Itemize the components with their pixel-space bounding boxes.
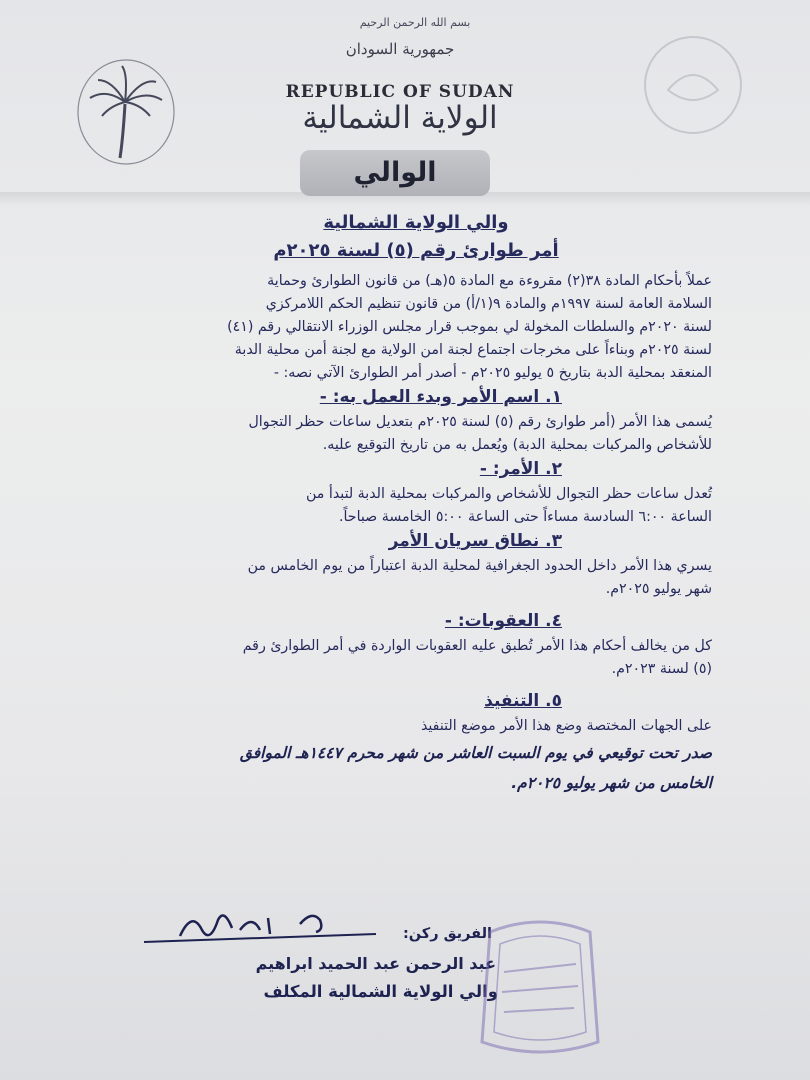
office-box: الوالي — [300, 150, 490, 196]
palm-tree-emblem-icon — [76, 58, 176, 166]
section-line: يسري هذا الأمر داخل الحدود الجغرافية لمحلية الدبة اعتباراً من يوم الخامس من — [247, 558, 712, 574]
order-title: أمر طوارئ رقم (٥) لسنة ٢٠٢٥م — [273, 240, 559, 261]
basmala: بسم الله الرحمن الرحيم — [359, 16, 471, 29]
section-2-body — [120, 483, 712, 529]
watermark-seal-icon — [638, 30, 748, 140]
letterhead — [0, 0, 810, 200]
preamble-line: المنعقد بمحلية الدبة بتاريخ ٥ يوليو ٢٠٢٥م - أصدر أمر الطوارئ الآتي نصه: - — [273, 365, 712, 381]
section-1-title: ١. اسم الأمر وبدء العمل به: - — [319, 387, 562, 407]
signing-line: صدر تحت توقيعي في يوم السبت العاشر من شهر محرم ١٤٤٧هـ الموافق — [239, 744, 712, 762]
state-name: الولاية الشمالية — [302, 100, 498, 136]
section-3-title: ٣. نطاق سريان الأمر — [388, 531, 562, 551]
section-line: (٥) لسنة ٢٠٢٣م. — [611, 661, 712, 677]
section-line: الساعة ٦:٠٠ السادسة مساءاً حتى الساعة ٥:٠٠ الخامسة صباحاً. — [338, 509, 712, 525]
preamble — [120, 270, 712, 385]
section-line: كل من يخالف أحكام هذا الأمر تُطبق عليه العقوبات الواردة في أمر الطوارئ رقم — [242, 638, 712, 654]
official-stamp-icon — [470, 912, 610, 1062]
republic-name-arabic: جمهورية السودان — [345, 40, 455, 58]
signatory-name: عبد الرحمن عبد الحميد ابراهيم — [255, 954, 496, 973]
section-4-body — [120, 635, 712, 681]
section-line: للأشخاص والمركبات بمحلية الدبة) ويُعمل به من تاريخ التوقيع عليه. — [322, 437, 712, 453]
signing-line: الخامس من شهر يوليو ٢٠٢٥م. — [511, 774, 712, 792]
order-body — [120, 210, 712, 798]
signatory-rank: الفريق ركن: — [402, 926, 492, 942]
handwritten-signature-icon — [140, 900, 380, 950]
section-line: تُعدل ساعات حظر التجوال للأشخاص والمركبات بمحلية الدبة لتبدأ من — [305, 486, 712, 502]
signing-statement — [120, 738, 712, 798]
preamble-line: عملاً بأحكام المادة ٣٨(٢) مقروءة مع المادة ٥(هـ) من قانون الطوارئ وحماية — [267, 273, 712, 289]
section-line: يُسمى هذا الأمر (أمر طوارئ رقم (٥) لسنة ٢٠٢٥م بتعديل ساعات حظر التجوال — [248, 414, 712, 430]
section-1-body — [120, 411, 712, 457]
section-5-title: ٥. التنفيذ — [484, 691, 562, 711]
preamble-line: السلامة العامة لسنة ١٩٩٧م والمادة ٩(١/أ) من قانون تنظيم الحكم اللامركزي — [265, 296, 712, 312]
section-5-body — [120, 715, 712, 738]
section-3-body — [120, 555, 712, 601]
signatory-title: والي الولاية الشمالية المكلف — [263, 982, 498, 1001]
section-4-title: ٤. العقوبات: - — [444, 611, 562, 631]
section-2-title: ٢. الأمر: - — [479, 459, 562, 479]
section-line: على الجهات المختصة وضع هذا الأمر موضع التنفيذ — [420, 718, 712, 734]
preamble-line: لسنة ٢٠٢٠م والسلطات المخولة لي بموجب قرار مجلس الوزراء الانتقالي رقم (٤١) — [227, 319, 712, 335]
issuer-heading: والي الولاية الشمالية — [323, 212, 509, 233]
section-line: شهر يوليو ٢٠٢٥م. — [605, 581, 712, 597]
preamble-line: لسنة ٢٠٢٥م وبناءاً على مخرجات اجتماع لجنة امن الولاية مع لجنة أمن محلية الدبة — [234, 342, 712, 358]
republic-name-english: REPUBLIC OF SUDAN — [285, 82, 515, 102]
